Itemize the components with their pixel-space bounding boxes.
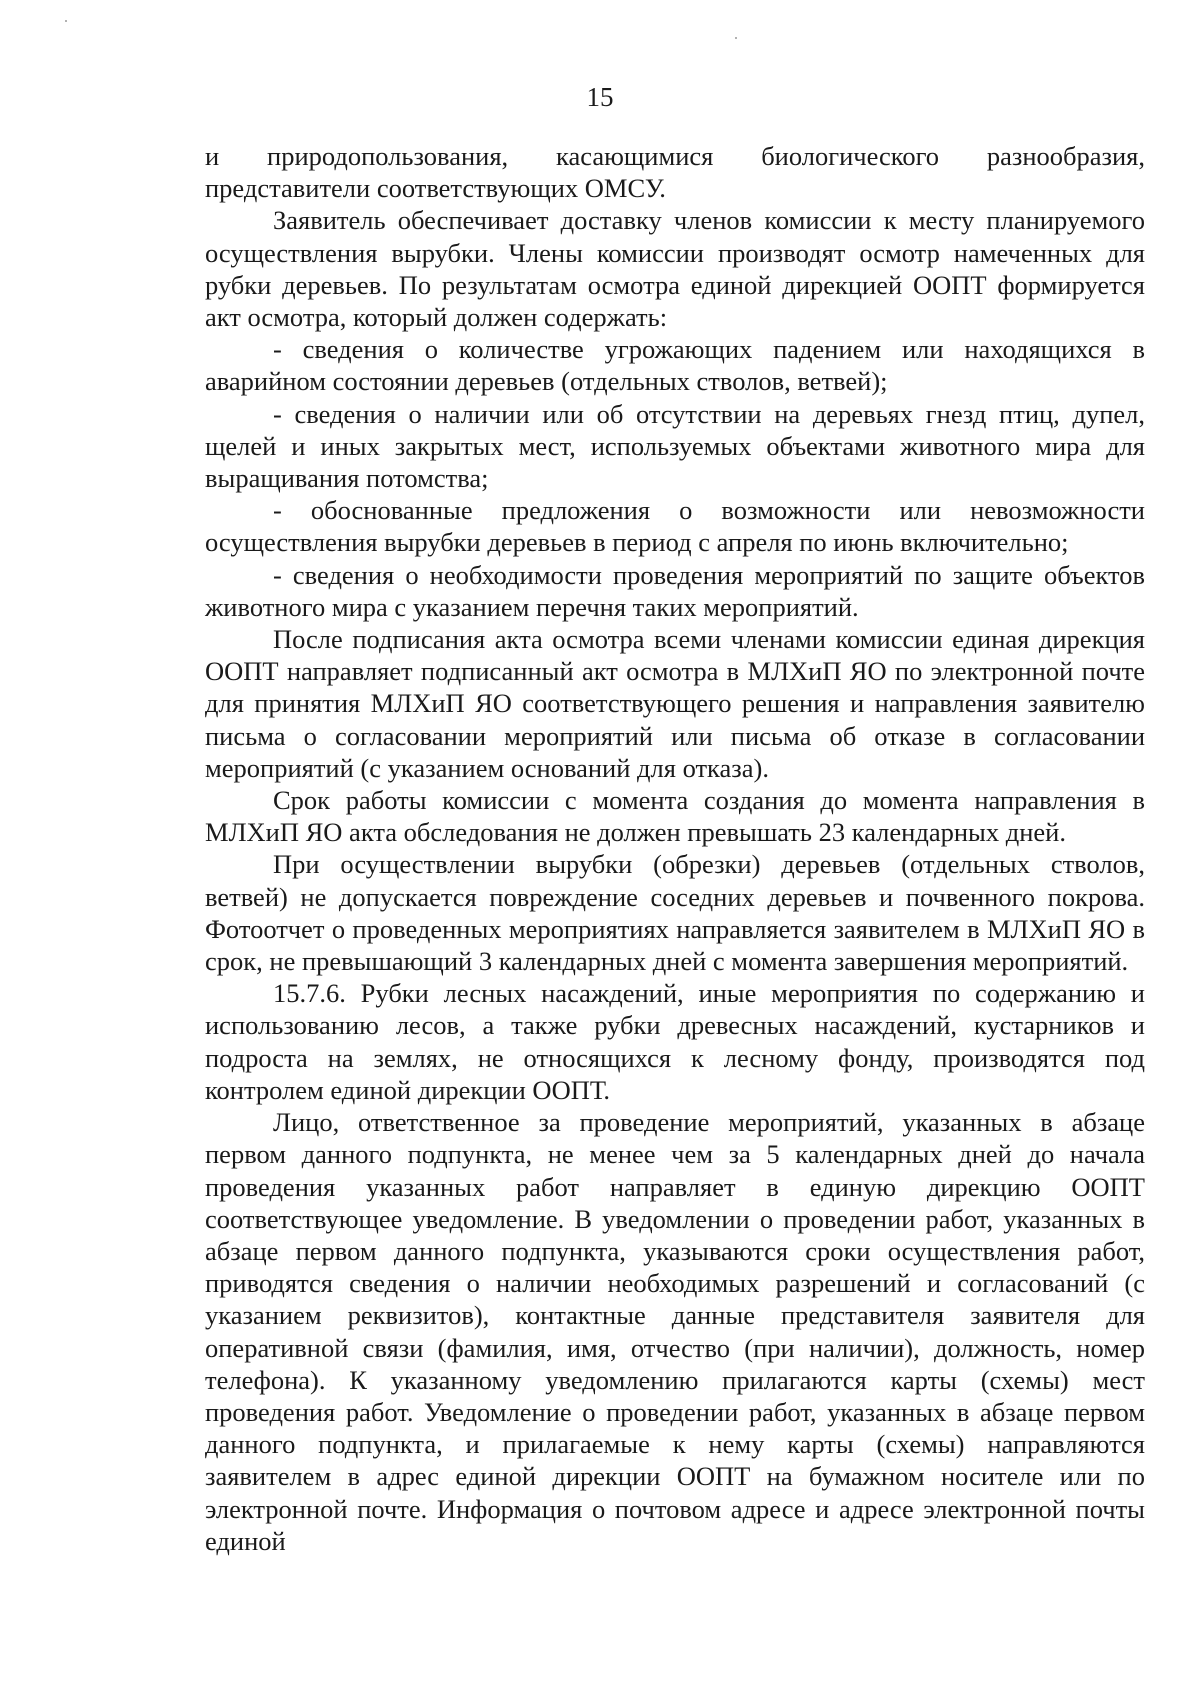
page-number: 15 (586, 82, 614, 112)
list-item: - сведения о количестве угрожающих падением или находящихся в аварийном состоянии деревьев (отдельных стволов, ветвей); (205, 334, 1145, 397)
paragraph: и природопользования, касающимися биологического разнообразия, представители соответствующих ОМСУ. (205, 141, 1145, 204)
paragraph: Лицо, ответственное за проведение мероприятий, указанных в абзаце первом данного подпункта, не менее чем за 5 календарных дней до начала проведения указанных работ направляет в единую дирекцию ООПТ соответствующее уведомление. В уведомлении о проведении работ, указанных в абзаце первом данного подпункта, указываются сроки осуществления работ, приводятся сведения о наличии необходимых разрешений и согласований (с указанием реквизитов), контактные данные представителя заявителя для оперативной связи (фамилия, имя, отчество (при наличии), должность, номер телефона). К указанному уведомлению прилагаются карты (схемы) мест проведения работ. Уведомление о проведении работ, указанных в абзаце первом данного подпункта, и прилагаемые к нему карты (схемы) направляются заявителем в адрес единой дирекции ООПТ на бумажном носителе или по электронной почте. Информация о почтовом адресе и адресе электронной почты единой (205, 1107, 1145, 1556)
list-item: - сведения о необходимости проведения мероприятий по защите объектов животного мира с указанием перечня таких мероприятий. (205, 559, 1145, 622)
paragraph: 15.7.6. Рубки лесных насаждений, иные мероприятия по содержанию и использованию лесов, а также рубки древесных насаждений, кустарников и подроста на землях, не относящихся к лесному фонду, производятся под контролем единой дирекции ООПТ. (205, 978, 1145, 1105)
list-item: - обоснованные предложения о возможности или невозможности осуществления вырубки деревьев в период с апреля по июнь включительно; (205, 495, 1145, 558)
paragraph: После подписания акта осмотра всеми членами комиссии единая дирекция ООПТ направляет подписанный акт осмотра в МЛХиП ЯО по электронной почте для принятия МЛХиП ЯО соответствующего решения и направления заявителю письма о согласовании мероприятий или письма об отказе в согласовании мероприятий (с указанием оснований для отказа). (205, 624, 1145, 783)
list-item: - сведения о наличии или об отсутствии на деревьях гнезд птиц, дупел, щелей и иных закрытых мест, используемых объектами животного мира для выращивания потомства; (205, 398, 1145, 494)
paragraph: При осуществлении вырубки (обрезки) деревьев (отдельных стволов, ветвей) не допускается повреждение соседних деревьев и почвенного покрова. Фотоотчет о проведенных мероприятиях направляется заявителем в МЛХиП ЯО в срок, не превышающий 3 календарных дней с момента завершения мероприятий. (205, 849, 1145, 977)
document-body (205, 140, 1145, 1557)
paragraph: Заявитель обеспечивает доставку членов комиссии к месту планируемого осуществления вырубки. Члены комиссии производят осмотр намеченных для рубки деревьев. По результатам осмотра единой дирекцией ООПТ формируется акт осмотра, который должен содержать: (205, 205, 1145, 333)
paragraph: Срок работы комиссии с момента создания до момента направления в МЛХиП ЯО акта обследования не должен превышать 23 календарных дней. (205, 785, 1145, 848)
scan-speck (65, 20, 67, 22)
scan-speck (735, 37, 737, 39)
